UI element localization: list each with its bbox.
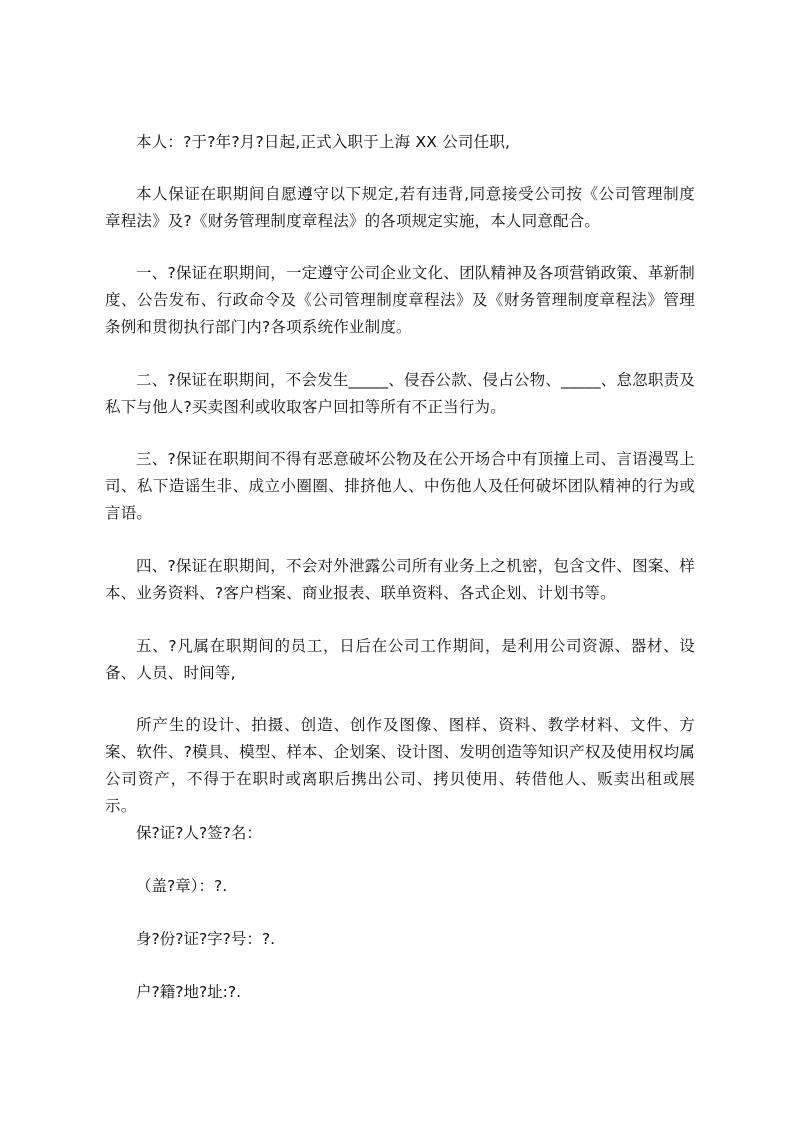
address-line: 户?籍?地?址:?. xyxy=(136,983,242,1001)
guarantor-signature-line: 保?证?人?签?名： xyxy=(136,824,262,842)
seal-line: （盖?章）：?. xyxy=(136,877,228,895)
id-number-line: 身?份?证?字?号：?. xyxy=(136,930,276,948)
clause-3-paragraph: 三、?保证在职期间不得有恶意破坏公物及在公开场合中有顶撞上司、言语漫骂上司、私下造谣生非、成立小圈圈、排挤他人、中伤他人及任何破坏团队精神的行为或言语。 xyxy=(105,450,695,522)
clause-1-paragraph: 一、?保证在职期间，一定遵守公司企业文化、团队精神及各项营销政策、革新制度、公告发布、行政命令及《公司管理制度章程法》及《财务管理制度章程法》管理条例和贯彻执行部门内?各项系统作业制度。 xyxy=(105,264,695,336)
clause-4-paragraph: 四、?保证在职期间，不会对外泄露公司所有业务上之机密，包含文件、图案、样本、业务资料、?客户档案、商业报表、联单资料、各式企划、计划书等。 xyxy=(105,557,695,602)
continuation-paragraph: 所产生的设计、拍摄、创造、创作及图像、图样、资料、教学材料、文件、方案、软件、?模具、模型、样本、企划案、设计图、发明创造等知识产权及使用权均属公司资产，不得于在职时或离职后携出公司、拷贝使用、转借他人、贩卖出租或展示。 xyxy=(105,716,695,815)
commitment-paragraph: 本人保证在职期间自愿遵守以下规定,若有违背,同意接受公司按《公司管理制度章程法》及?《财务管理制度章程法》的各项规定实施，本人同意配合。 xyxy=(105,185,695,230)
clause-2-paragraph: 二、?保证在职期间，不会发生_____、侵吞公款、侵占公物、_____、怠忽职责及私下与他人?买卖图利或收取客户回扣等所有不正当行为。 xyxy=(105,371,695,416)
intro-paragraph: 本人：?于?年?月?日起,正式入职于上海 XX 公司任职, xyxy=(136,133,511,151)
clause-5-paragraph: 五、?凡属在职期间的员工，日后在公司工作期间，是利用公司资源、器材、设备、人员、时间等, xyxy=(105,637,695,682)
